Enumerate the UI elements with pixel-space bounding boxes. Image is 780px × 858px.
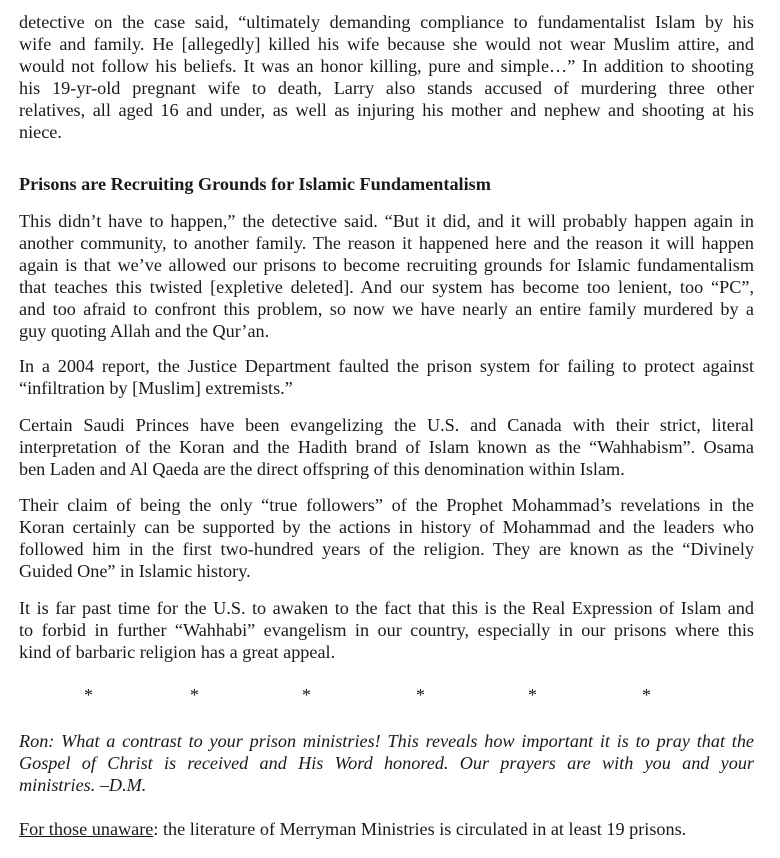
text-line: again is that we’ve allowed our prisons to become recruiting grounds for Islamic fundamentalism: [19, 255, 754, 275]
paragraph-true-followers: [19, 494, 754, 582]
text-line: another community, to another family. The reason it happened here and the reason it will happen: [19, 233, 754, 253]
text-line: interpretation of the Koran and the Hadith brand of Islam known as the “Wahhabism”. Osama: [19, 437, 754, 457]
asterisk: *: [642, 685, 651, 705]
paragraph-saudi-princes: [19, 414, 754, 480]
asterisk-separator: [0, 684, 780, 706]
asterisk: *: [84, 685, 93, 705]
text-line: “infiltration by [Muslim] extremists.”: [19, 378, 293, 398]
section-heading: Prisons are Recruiting Grounds for Islamic Fundamentalism: [19, 174, 491, 194]
paragraph-justice-report: [19, 355, 754, 399]
text-line: that teaches this twisted [expletive deleted]. And our system has become too lenient, too “PC”,: [19, 277, 754, 297]
paragraph-detective-quote: [19, 11, 754, 143]
text-line: relatives, all aged 16 and under, as well as injuring his mother and nephew and shooting at his: [19, 100, 754, 120]
text-line: Certain Saudi Princes have been evangelizing the U.S. and Canada with their strict, literal: [19, 415, 754, 435]
text-line: would not follow his beliefs. It was an honor killing, pure and simple…” In addition to shooting: [19, 56, 754, 76]
text-line: wife and family. He [allegedly] killed his wife because she would not wear Muslim attire, and: [19, 34, 754, 54]
asterisk: *: [528, 685, 537, 705]
paragraph-far-past-time: [19, 597, 754, 663]
footer-line: [19, 818, 754, 840]
footer-text: : the literature of Merryman Ministries is circulated in at least 19 prisons.: [153, 819, 687, 839]
text-line: In a 2004 report, the Justice Department faulted the prison system for failing to protect against: [19, 356, 754, 376]
paragraph-detective-statement: [19, 210, 754, 342]
text-line: his 19-yr-old pregnant wife to death, Larry also stands accused of murdering three other: [19, 78, 754, 98]
editor-note: [19, 730, 754, 796]
text-line: This didn’t have to happen,” the detective said. “But it did, and it will probably happen again in: [19, 211, 754, 231]
text-line: Guided One” in Islamic history.: [19, 561, 251, 581]
text-line: to forbid in further “Wahhabi” evangelism in our country, especially in our prisons where this: [19, 620, 754, 640]
text-line: guy quoting Allah and the Qur’an.: [19, 321, 270, 341]
text-line: Gospel of Christ is received and His Word honored. Our prayers are with you and your: [19, 753, 754, 773]
text-line: and too afraid to confront this problem, so now we have nearly an entire family murdered by a: [19, 299, 754, 319]
text-line: Koran certainly can be supported by the actions in history of Mohammad and the leaders who: [19, 517, 754, 537]
asterisk: *: [416, 685, 425, 705]
text-line: kind of barbaric religion has a great appeal.: [19, 642, 336, 662]
text-line: ministries. –D.M.: [19, 775, 147, 795]
text-line: Ron: What a contrast to your prison ministries! This reveals how important it is to pray that the: [19, 731, 754, 751]
text-line: ben Laden and Al Qaeda are the direct offspring of this denomination within Islam.: [19, 459, 625, 479]
footer-label: For those unaware: [19, 819, 154, 839]
text-line: niece.: [19, 122, 62, 142]
footer-note: [19, 818, 754, 840]
asterisk: *: [190, 685, 199, 705]
text-line: It is far past time for the U.S. to awaken to the fact that this is the Real Expression of Islam and: [19, 598, 754, 618]
text-line: followed him in the first two-hundred years of the religion. They are known as the “Divinely: [19, 539, 754, 559]
text-line: Their claim of being the only “true followers” of the Prophet Mohammad’s revelations in the: [19, 495, 754, 515]
text-line: detective on the case said, “ultimately demanding compliance to fundamentalist Islam by his: [19, 12, 754, 32]
asterisk: *: [302, 685, 311, 705]
